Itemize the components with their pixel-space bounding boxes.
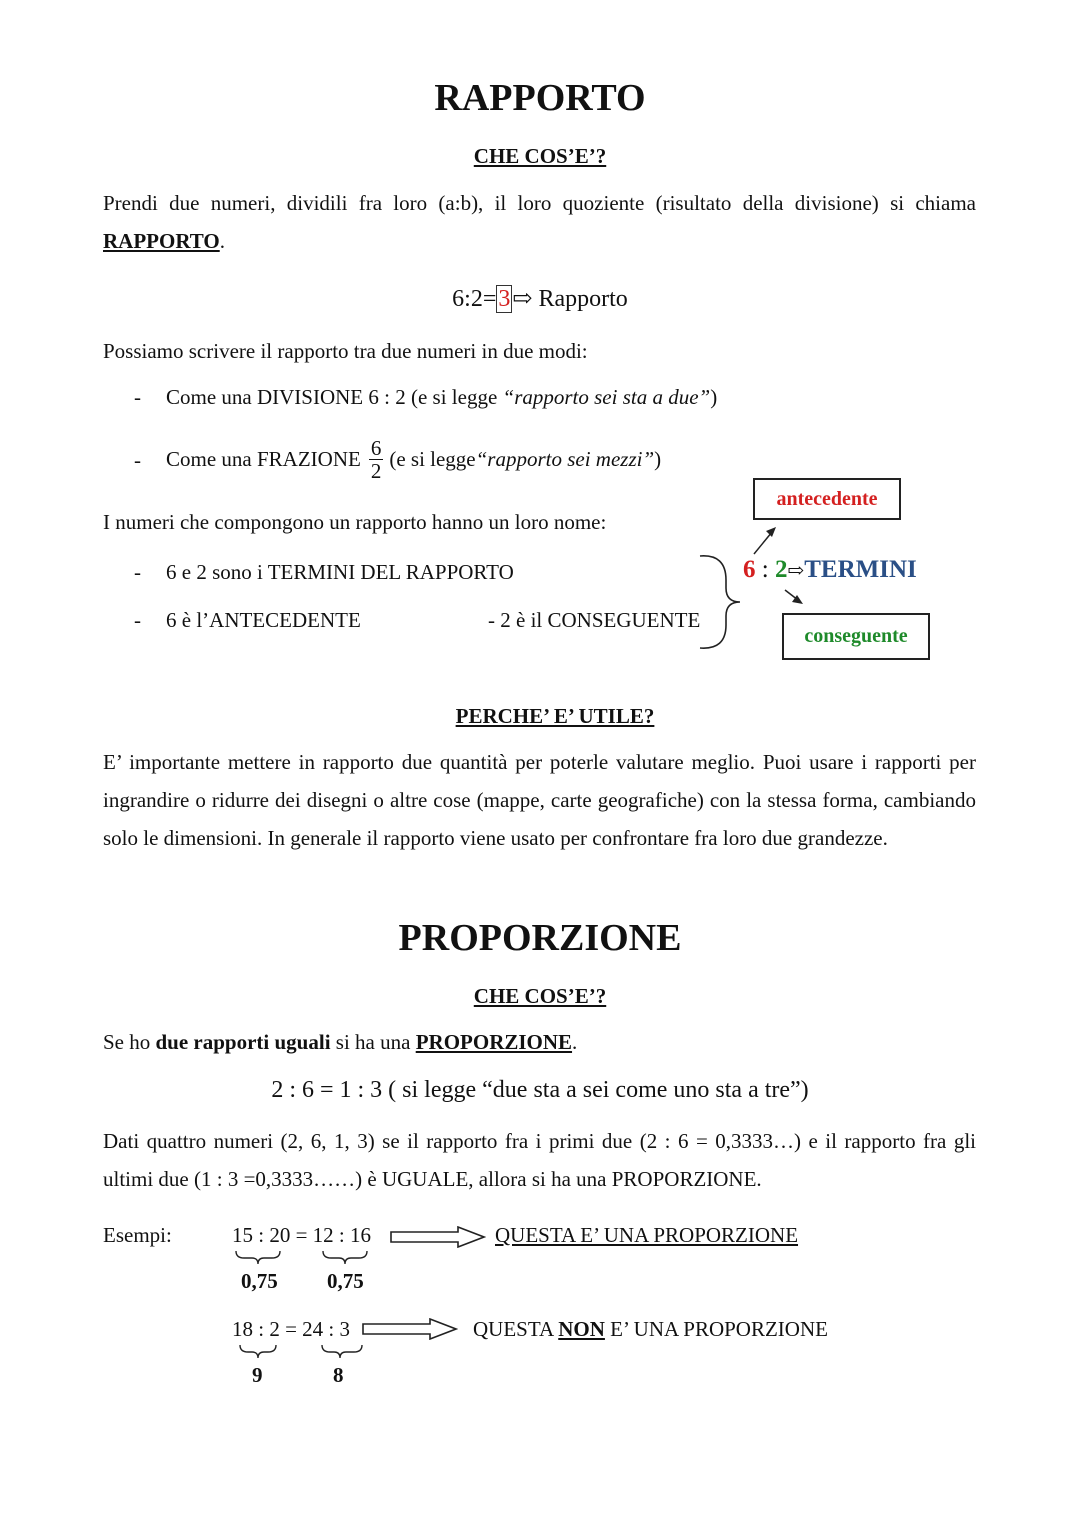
mode-division-dash: - [134,385,141,409]
why-text: E’ importante mettere in rapporto due quantità per poterle valutare meglio. Puoi usare i rapporti per ingrandire o ridurre dei disegni o altre cose (mappe, carte geografiche) con la stessa forma, cambiando solo le dimensioni. In generale il rapporto viene usato per confrontare fra loro due grandezze. [103,750,976,850]
modes-intro: Possiamo scrivere il rapporto tra due numeri in due modi: [103,339,588,363]
example1-arrow-shape [391,1227,484,1247]
example2-val-left: 9 [252,1363,263,1387]
example1-brace-left [236,1251,280,1264]
example2-verdict [473,1317,828,1342]
proporzione-definition [103,1030,577,1055]
example1-expr: 15 : 20 = 12 : 16 [232,1223,372,1247]
intro-end: . [219,229,225,253]
example1-brace-right [323,1251,367,1264]
example-arrow: ⇨ [512,286,533,312]
example1-arrow [390,1226,486,1248]
mode-division-quote: “rapporto sei sta a due” [502,385,711,409]
proporzione-what-heading: CHE COS’E’? [473,984,607,1008]
terms-item: 6 e 2 sono i TERMINI DEL RAPPORTO [166,560,514,584]
example1-braces [230,1248,380,1268]
example-expr: 6:2= [452,286,497,312]
arrowhead-antecedent [766,527,776,537]
curly-brace [700,556,740,648]
consequent-box: conseguente [782,613,930,660]
example2-verdict-post: E’ UNA PROPORZIONE [604,1317,828,1341]
mode-fraction-after: (e si legge [389,446,476,471]
mode-division [166,385,717,410]
intro-text: Prendi due numeri, dividili fra loro (a:b), il loro quoziente (risultato della divisione) si chiama [103,191,976,215]
def-end: . [572,1030,578,1054]
fraction [369,437,384,482]
example2-verdict-not: NON [558,1317,605,1341]
antecedent-dash: - [134,608,141,632]
rapporto-what-heading: CHE COS’E’? [473,144,607,168]
example2-arrow-shape [363,1319,456,1339]
example2-brace-left [240,1345,276,1358]
example2-arrow [362,1318,458,1340]
proporzione-explanation: Dati quattro numeri (2, 6, 1, 3) se il rapporto fra i primi due (2 : 6 = 0,3333…) e il rapporto fra gli ultimi due (1 : 3 =0,3333……) è UGUALE, allora si ha una PROPORZIONE. [103,1129,976,1191]
proporzione-title: PROPORZIONE [398,917,682,959]
mode-fraction [166,434,661,484]
diagram-num-b: 2 [774,556,788,583]
intro-term: RAPPORTO [103,229,220,253]
names-intro: I numeri che compongono un rapporto hanno un loro nome: [103,510,607,534]
def-mid: si ha una [330,1030,416,1054]
mode-fraction-close: ) [654,446,662,471]
example2-verdict-pre: QUESTA [473,1317,559,1341]
example2-expr: 18 : 2 = 24 : 3 [232,1317,351,1341]
diagram-num-a: 6 [743,556,756,583]
def-pre: Se ho [103,1030,156,1054]
example-result: 3 [498,286,511,312]
fraction-denominator: 2 [370,458,382,483]
rapporto-example [0,284,1080,313]
example1-val-left: 0,75 [241,1269,278,1293]
def-term: PROPORZIONE [415,1030,573,1054]
arrow-to-antecedent [754,532,772,554]
mode-division-text: Come una DIVISIONE 6 : 2 (e si legge [166,385,503,409]
mode-fraction-dash: - [134,448,141,472]
example1-verdict: QUESTA E’ UNA PROPORZIONE [495,1223,799,1247]
diagram-terms: TERMINI [804,556,917,583]
diagram-arrow: ⇨ [787,560,805,582]
fraction-numerator: 6 [370,435,382,460]
consequent-item: - 2 è il CONSEGUENTE [488,608,701,632]
def-bold: due rapporti uguali [155,1030,331,1054]
diagram-colon: : [761,556,769,583]
why-heading: PERCHE’ E’ UTILE? [455,704,655,728]
terms-dash: - [134,560,141,584]
example-label: Rapporto [538,286,628,312]
example1-val-right: 0,75 [327,1269,364,1293]
mode-division-close: ) [710,385,718,409]
antecedent-item: 6 è l’ANTECEDENTE [166,608,361,632]
rapporto-title: RAPPORTO [434,77,646,119]
diagram-ratio [743,556,917,584]
mode-fraction-quote: “rapporto sei mezzi” [475,446,655,471]
antecedent-box: antecedente [753,478,901,520]
mode-fraction-text: Come una FRAZIONE [166,446,361,471]
examples-label: Esempi: [103,1223,172,1247]
proporzione-example-line: 2 : 6 = 1 : 3 ( si legge “due sta a sei come uno sta a tre”) [271,1077,809,1103]
example2-brace-right [322,1345,362,1358]
example2-val-right: 8 [333,1363,344,1387]
example2-braces [230,1342,380,1362]
rapporto-intro [103,184,976,260]
